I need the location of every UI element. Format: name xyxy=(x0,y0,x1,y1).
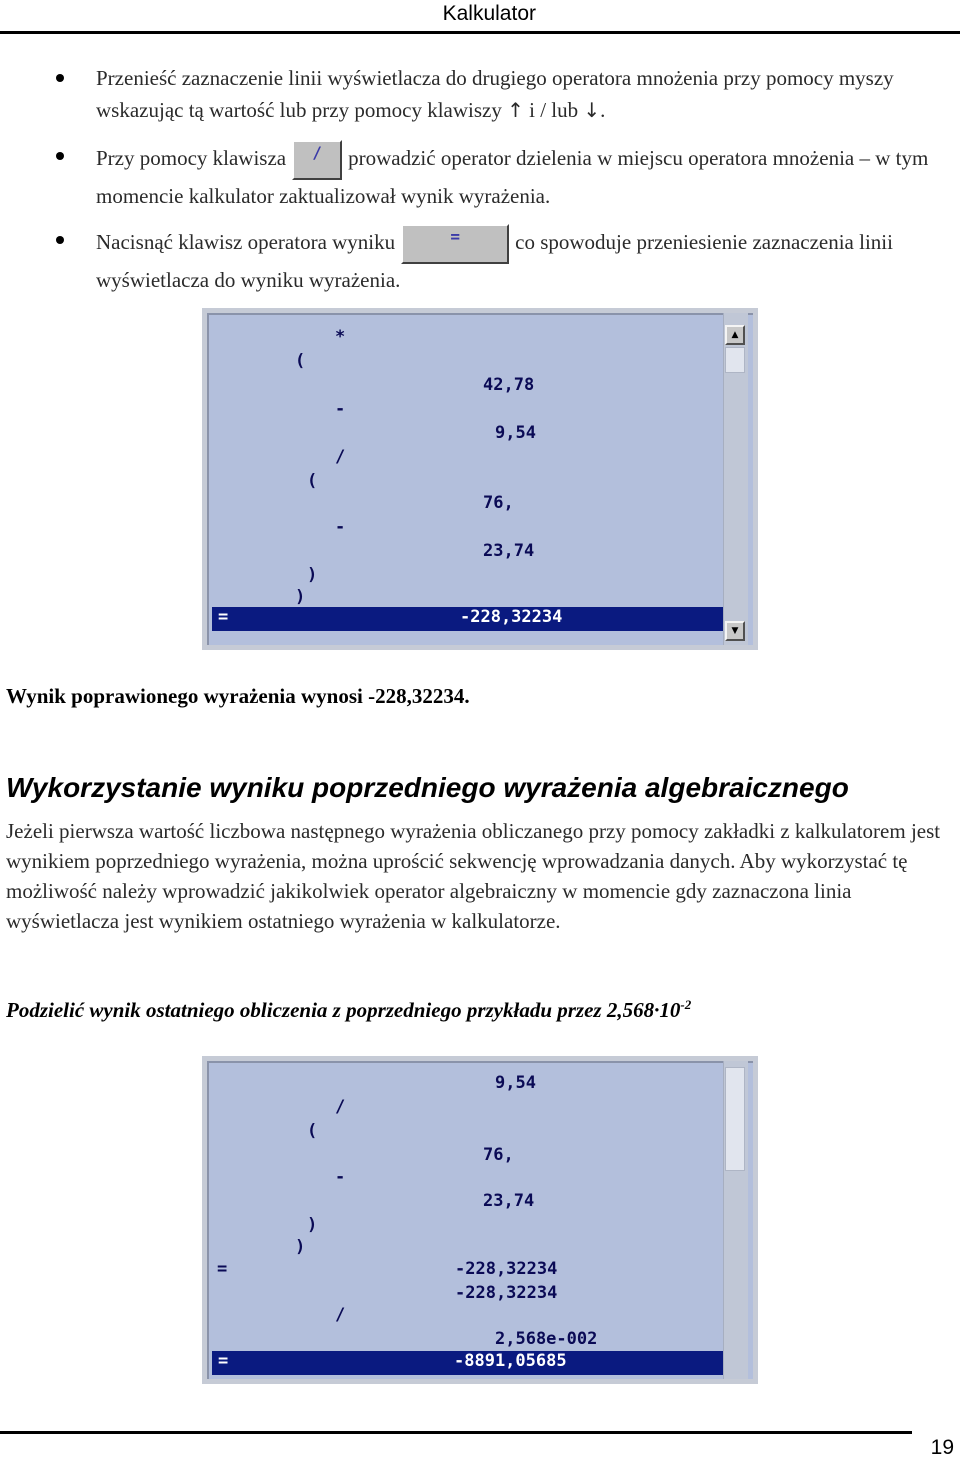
display-selected-line[interactable] xyxy=(212,1351,724,1375)
instruction-item-3 xyxy=(56,224,946,296)
display-line-value: -228,32234 xyxy=(460,607,563,627)
instruction-text: Przy pomocy klawisza xyxy=(96,145,287,170)
scroll-down-arrow-icon[interactable]: ▼ xyxy=(725,621,745,641)
instruction-text: . xyxy=(600,98,606,122)
display-line[interactable]: 9,54 xyxy=(495,423,536,443)
display-line[interactable]: 76, xyxy=(483,1145,514,1165)
display-line[interactable]: ) xyxy=(307,1215,318,1235)
display-line[interactable]: ( xyxy=(295,351,306,371)
footer-rule xyxy=(0,1431,912,1434)
equals-key-button[interactable]: = xyxy=(401,224,509,264)
display-line[interactable]: 9,54 xyxy=(495,1073,536,1093)
display-line[interactable]: 76, xyxy=(483,493,514,513)
display-line[interactable]: = xyxy=(217,1259,228,1279)
page-number: 19 xyxy=(930,1436,954,1459)
example-exponent: -2 xyxy=(680,997,692,1012)
arrow-down-icon: ↓ xyxy=(583,98,601,122)
header-rule xyxy=(0,31,960,34)
display-line[interactable]: ) xyxy=(295,1237,306,1257)
scroll-thumb[interactable] xyxy=(725,347,745,373)
display-line[interactable]: 42,78 xyxy=(483,375,535,395)
display-selected-line[interactable] xyxy=(212,607,724,631)
display-line[interactable]: ) xyxy=(307,565,318,585)
display-line-value: -8891,05685 xyxy=(454,1351,567,1371)
example-text: Podzielić wynik ostatniego obliczenia z poprzedniego przykładu przez 2,568·10 xyxy=(6,998,681,1022)
section-paragraph: Jeżeli pierwsza wartość liczbowa następnego wyrażenia obliczanego przy pomocy zakładki z kalkulatorem jest wynikiem poprzedniego wyrażenia, można uprościć sekwencję wprowadzania danych. Aby wykorzystać tę możliwość należy wprowadzić jakikolwiek operator algebraiczny w momencie gdy zaznaczona linia wyświetlacza jest wynikiem ostatniego wyrażenia w kalkulatorze. xyxy=(6,819,941,933)
display-line[interactable]: / xyxy=(335,447,346,467)
example-title xyxy=(6,997,691,1023)
scroll-thumb[interactable] xyxy=(725,1067,745,1171)
instruction-item-1 xyxy=(56,62,946,126)
instruction-text: Przenieść zaznaczenie linii wyświetlacza do drugiego operatora mnożenia przy pomocy myszy wskazując tą wartość lub przy pomocy klawiszy xyxy=(96,66,894,122)
display-line-operator: = xyxy=(218,1351,229,1371)
display-line[interactable]: * xyxy=(335,327,346,347)
instruction-text: prowadzić operator dzielenia w miejscu operatora mnożenia – w tym momencie kalkulator zaktualizował wynik wyrażenia. xyxy=(96,145,929,208)
instruction-text: i / lub xyxy=(523,98,584,122)
display-line[interactable]: ( xyxy=(307,471,318,491)
display-line[interactable]: - xyxy=(335,399,346,419)
instruction-text: Nacisnąć klawisz operatora wyniku xyxy=(96,229,396,254)
section-heading: Wykorzystanie wyniku poprzedniego wyrażenia algebraicznego xyxy=(6,772,849,803)
bullet-dot xyxy=(56,152,64,160)
display-line[interactable]: - xyxy=(335,1167,346,1187)
display-line[interactable]: / xyxy=(335,1097,346,1117)
arrow-up-icon: ↑ xyxy=(507,98,524,122)
scroll-up-arrow-icon[interactable]: ▲ xyxy=(725,325,745,345)
instruction-text: co spowoduje przeniesienie zaznaczenia linii wyświetlacza do wyniku wyrażenia. xyxy=(96,229,893,292)
display-line[interactable]: 23,74 xyxy=(483,1191,535,1211)
page-header-title: Kalkulator xyxy=(442,2,536,25)
divide-key-button[interactable]: / xyxy=(292,140,342,180)
bullet-dot xyxy=(56,74,64,82)
calculator-display-1[interactable] xyxy=(202,308,758,650)
calculator-display-2[interactable] xyxy=(202,1056,758,1384)
instruction-item-2 xyxy=(56,140,946,212)
instruction-list xyxy=(56,62,946,308)
display-line[interactable]: ( xyxy=(307,1121,318,1141)
display-line[interactable]: - xyxy=(335,517,346,537)
display-line-operator: = xyxy=(218,607,229,627)
display-line[interactable]: -228,32234 xyxy=(455,1259,558,1279)
display-scrollbar[interactable] xyxy=(723,313,748,645)
display-line[interactable]: 2,568e-002 xyxy=(495,1329,598,1349)
display-scrollbar[interactable] xyxy=(723,1061,748,1379)
bullet-dot xyxy=(56,236,64,244)
display-line[interactable]: 23,74 xyxy=(483,541,535,561)
display-line[interactable]: / xyxy=(335,1305,346,1325)
result-statement: Wynik poprawionego wyrażenia wynosi -228,32234. xyxy=(6,684,470,708)
display-line[interactable]: ) xyxy=(295,587,306,607)
display-line[interactable]: -228,32234 xyxy=(455,1283,558,1303)
